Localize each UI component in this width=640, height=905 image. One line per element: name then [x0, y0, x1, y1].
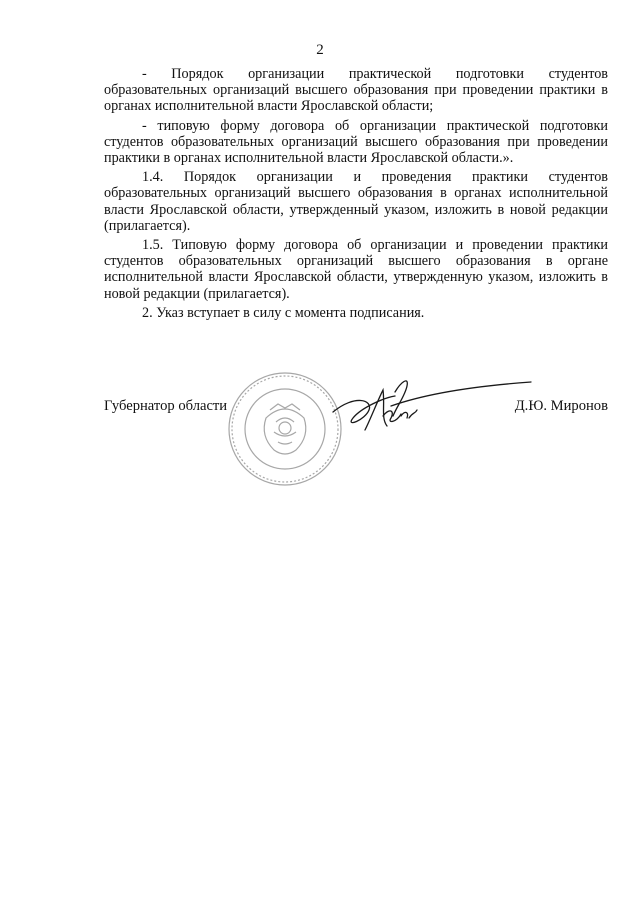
signatory-name: Д.Ю. Миронов [514, 398, 608, 414]
paragraph-5: 2. Указ вступает в силу с момента подписания. [142, 304, 425, 321]
paragraph-4: 1.5. Типовую форму договора об организации и проведении практики студентов образовательных организаций высшего образования в органе исполнительной власти Ярославской области, утвержденную указом, изложить в новой редакции (прилагается). [104, 237, 608, 302]
paragraph-3: 1.4. Порядок организации и проведения практики студентов образовательных организаций высшего образования в органах исполнительной власти Ярославской области, утвержденный указом, изложить в новой редакции (прилагается). [104, 169, 608, 234]
document-body [104, 66, 608, 324]
signatory-position: Губернатор области [104, 398, 228, 414]
paragraph-1: - Порядок организации практической подготовки студентов образовательных организаций высшего образования при проведении практики в органах исполнительной власти Ярославской области; [104, 66, 608, 115]
page-number: 2 [316, 42, 324, 58]
paragraph-2: - типовую форму договора об организации практической подготовки студентов образовательных организаций высшего образования при проведении практики в органах исполнительной власти Ярославской области.». [104, 117, 608, 167]
handwritten-signature [325, 372, 535, 452]
